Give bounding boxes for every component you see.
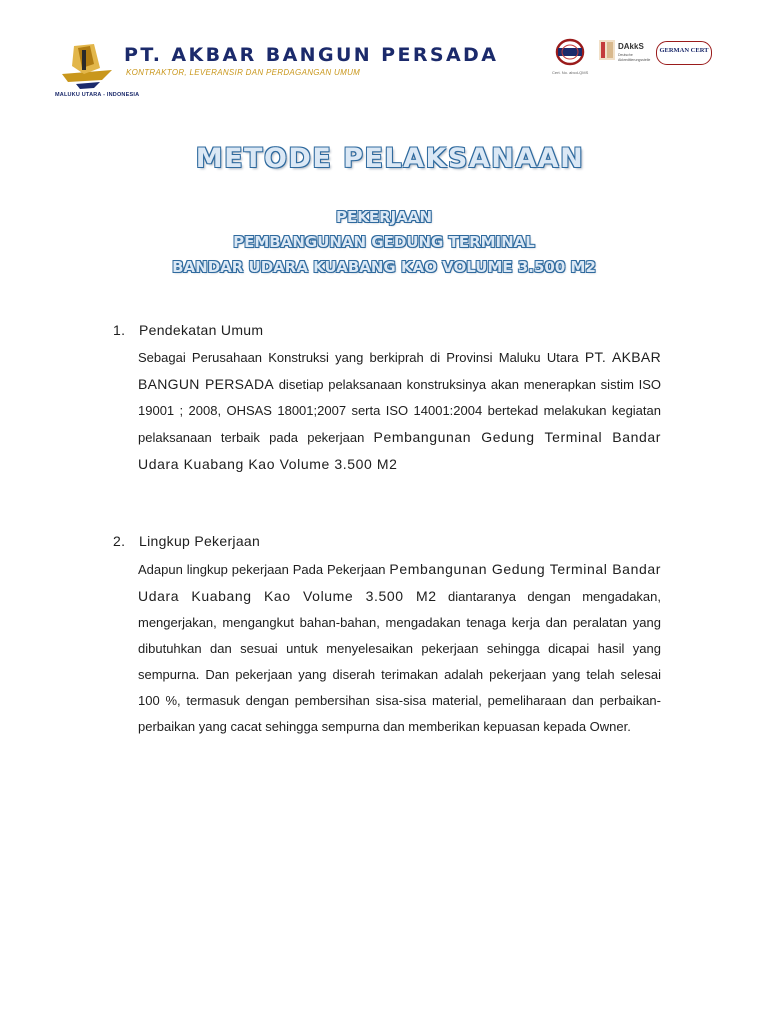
section-2-intro: Adapun lingkup pekerjaan Pada Pekerjaan <box>138 562 390 577</box>
section-1-paragraph <box>138 344 661 478</box>
section-1-company: PT. AKBAR BANGUN PERSADA <box>138 349 661 392</box>
section-2-project: Pembangunan Gedung Terminal Bandar Udara Kuabang Kao Volume 3.500 M2 <box>138 561 661 604</box>
kan-certification-caption: Cert. No. abcd-QMS <box>552 70 589 75</box>
section-1-body: disetiap pelaksanaan konstruksinya akan menerapkan sistim ISO 19001 ; 2008, OHSAS 18001;2007 serta ISO 14001:2004 bertekad melakukan kegiatan pelaksanaan terbaik pada pekerjaan <box>138 377 661 445</box>
subtitle-line-3: BANDAR UDARA KUABANG KAO VOLUME 3.500 M2 <box>172 258 596 276</box>
company-name: PT. AKBAR BANGUN PERSADA <box>124 44 499 66</box>
section-1-number: 1. <box>113 322 126 338</box>
company-tagline: KONTRAKTOR, LEVERANSIR DAN PERDAGANGAN UMUM <box>126 68 361 77</box>
letterhead <box>0 0 768 110</box>
section-1-heading <box>113 322 263 338</box>
dakks-sublabel: Deutsche Akkreditierungsstelle <box>618 53 651 62</box>
section-1-intro: Sebagai Perusahaan Konstruksi yang berkiprah di Provinsi Maluku Utara <box>138 350 579 365</box>
section-1-title: Pendekatan Umum <box>139 322 264 338</box>
section-2-body: diantaranya dengan mengadakan, mengerjakan, mengangkut bahan-bahan, mengadakan tenaga kerja dan peralatan yang dibutuhkan dan sesuai untuk menyelesaikan pekerjaan sehingga dicapai hasil yang sempurna. Dan pekerjaan yang diserah terimakan adalah pekerjaan yang telah selesai 100 %, termasuk dengan pembersihan sisa-sisa material, pemeliharaan dan perbaikan- perbaikan yang cacat sehingga sempurna dan memberikan kepuasan kepada Owner. <box>138 589 661 734</box>
company-logo-icon <box>54 40 120 94</box>
subtitle-line-2: PEMBANGUNAN GEDUNG TERMINAL <box>233 233 535 251</box>
section-2-paragraph <box>138 556 661 740</box>
section-1-project: Pembangunan Gedung Terminal Bandar Udara Kuabang Kao Volume 3.500 M2 <box>138 429 661 472</box>
document-title: METODE PELAKSANAAN <box>195 143 585 174</box>
dakks-label: DAkkS <box>618 42 644 51</box>
section-2-number: 2. <box>113 533 126 549</box>
german-cert-label: GERMAN CERT <box>659 47 709 54</box>
subtitle-line-1: PEKERJAAN <box>335 208 432 226</box>
section-2-title: Lingkup Pekerjaan <box>139 533 261 549</box>
logo-caption: MALUKU UTARA - INDONESIA <box>55 92 140 98</box>
section-2-heading <box>113 533 260 549</box>
